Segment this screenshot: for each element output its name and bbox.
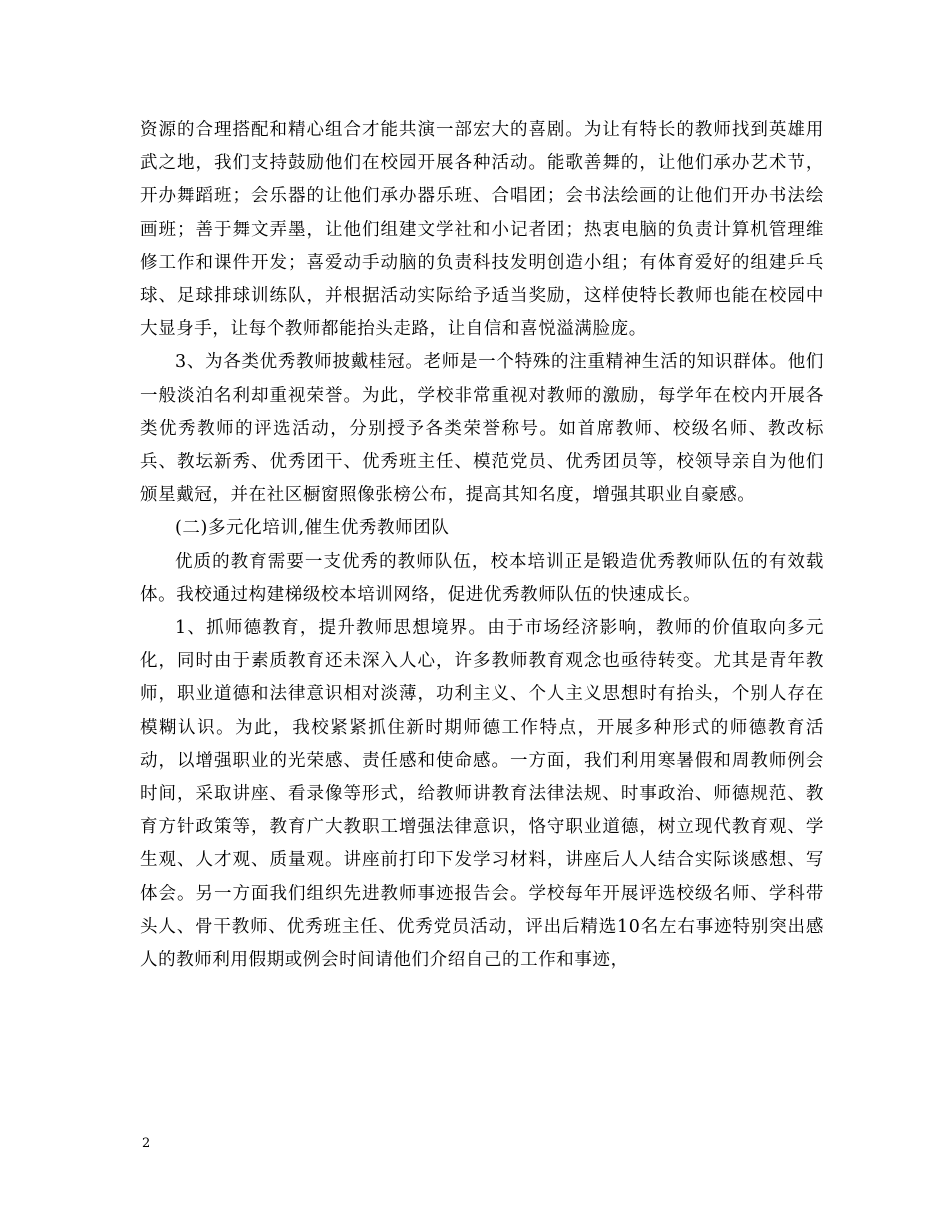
section-heading: (二)多元化培训,催生优秀教师团队 (175, 518, 450, 539)
paragraph: 1、抓师德教育，提升教师思想境界。由于市场经济影响，教师的价值取向多元化，同时由于素质教育还未深入人心，许多教师教育观念也亟待转变。尤其是青年教师，职业道德和法律意识相对淡薄，功利主义、个人主义思想时有抬头，个别人存在模糊认识。为此，我校紧紧抓住新时期师德工作特点，开展多种形式的师德教育活动，以增强职业的光荣感、责任感和使命感。一方面，我们利用寒暑假和周教师例会时间，采取讲座、看录像等形式，给教师讲教育法律法规、时事政治、师德规范、教育方针政策等，教育广大教职工增强法律意识，恪守职业道德，树立现代教育观、学生观、人才观、质量观。讲座前打印下发学习材料，讲座后人人结合实际谈感想、写体会。另一方面我们组织先进教师事迹报告会。学校每年开展评选校级名师、学科带头人、骨干教师、优秀班主任、优秀党员活动，评出后精选10名左右事迹特别突出感人的教师利用假期或例会时间请他们介绍自己的工作和事迹， (140, 618, 824, 971)
page-number: 2 (142, 1136, 151, 1151)
paragraph: 资源的合理搭配和精心组合才能共演一部宏大的喜剧。为让有特长的教师找到英雄用武之地，我们支持鼓励他们在校园开展各种活动。能歌善舞的，让他们承办艺术节，开办舞蹈班；会乐器的让他们承办器乐班、合唱团；会书法绘画的让他们开办书法绘画班；善于舞文弄墨，让他们组建文学社和小记者团；热衷电脑的负责计算机管理维修工作和课件开发；喜爱动手动脑的负责科技发明创造小组；有体育爱好的组建乒乓球、足球排球训练队，并根据活动实际给予适当奖励，这样使特长教师也能在校园中大显身手，让每个教师都能抬头走路，让自信和喜悦溢满脸庞。 (140, 120, 824, 340)
paragraph: 优质的教育需要一支优秀的教师队伍，校本培训正是锻造优秀教师队伍的有效载体。我校通过构建梯级校本培训网络，促进优秀教师队伍的快速成长。 (140, 551, 824, 605)
paragraph: 3、为各类优秀教师披戴桂冠。老师是一个特殊的注重精神生活的知识群体。他们一般淡泊名利却重视荣誉。为此，学校非常重视对教师的激励，每学年在校内开展各类优秀教师的评选活动，分别授予各类荣誉称号。如首席教师、校级名师、教改标兵、教坛新秀、优秀团干、优秀班主任、模范党员、优秀团员等，校领导亲自为他们颁星戴冠，并在社区橱窗照像张榜公布，提高其知名度，增强其职业自豪感。 (140, 352, 824, 506)
document-body (140, 114, 824, 977)
